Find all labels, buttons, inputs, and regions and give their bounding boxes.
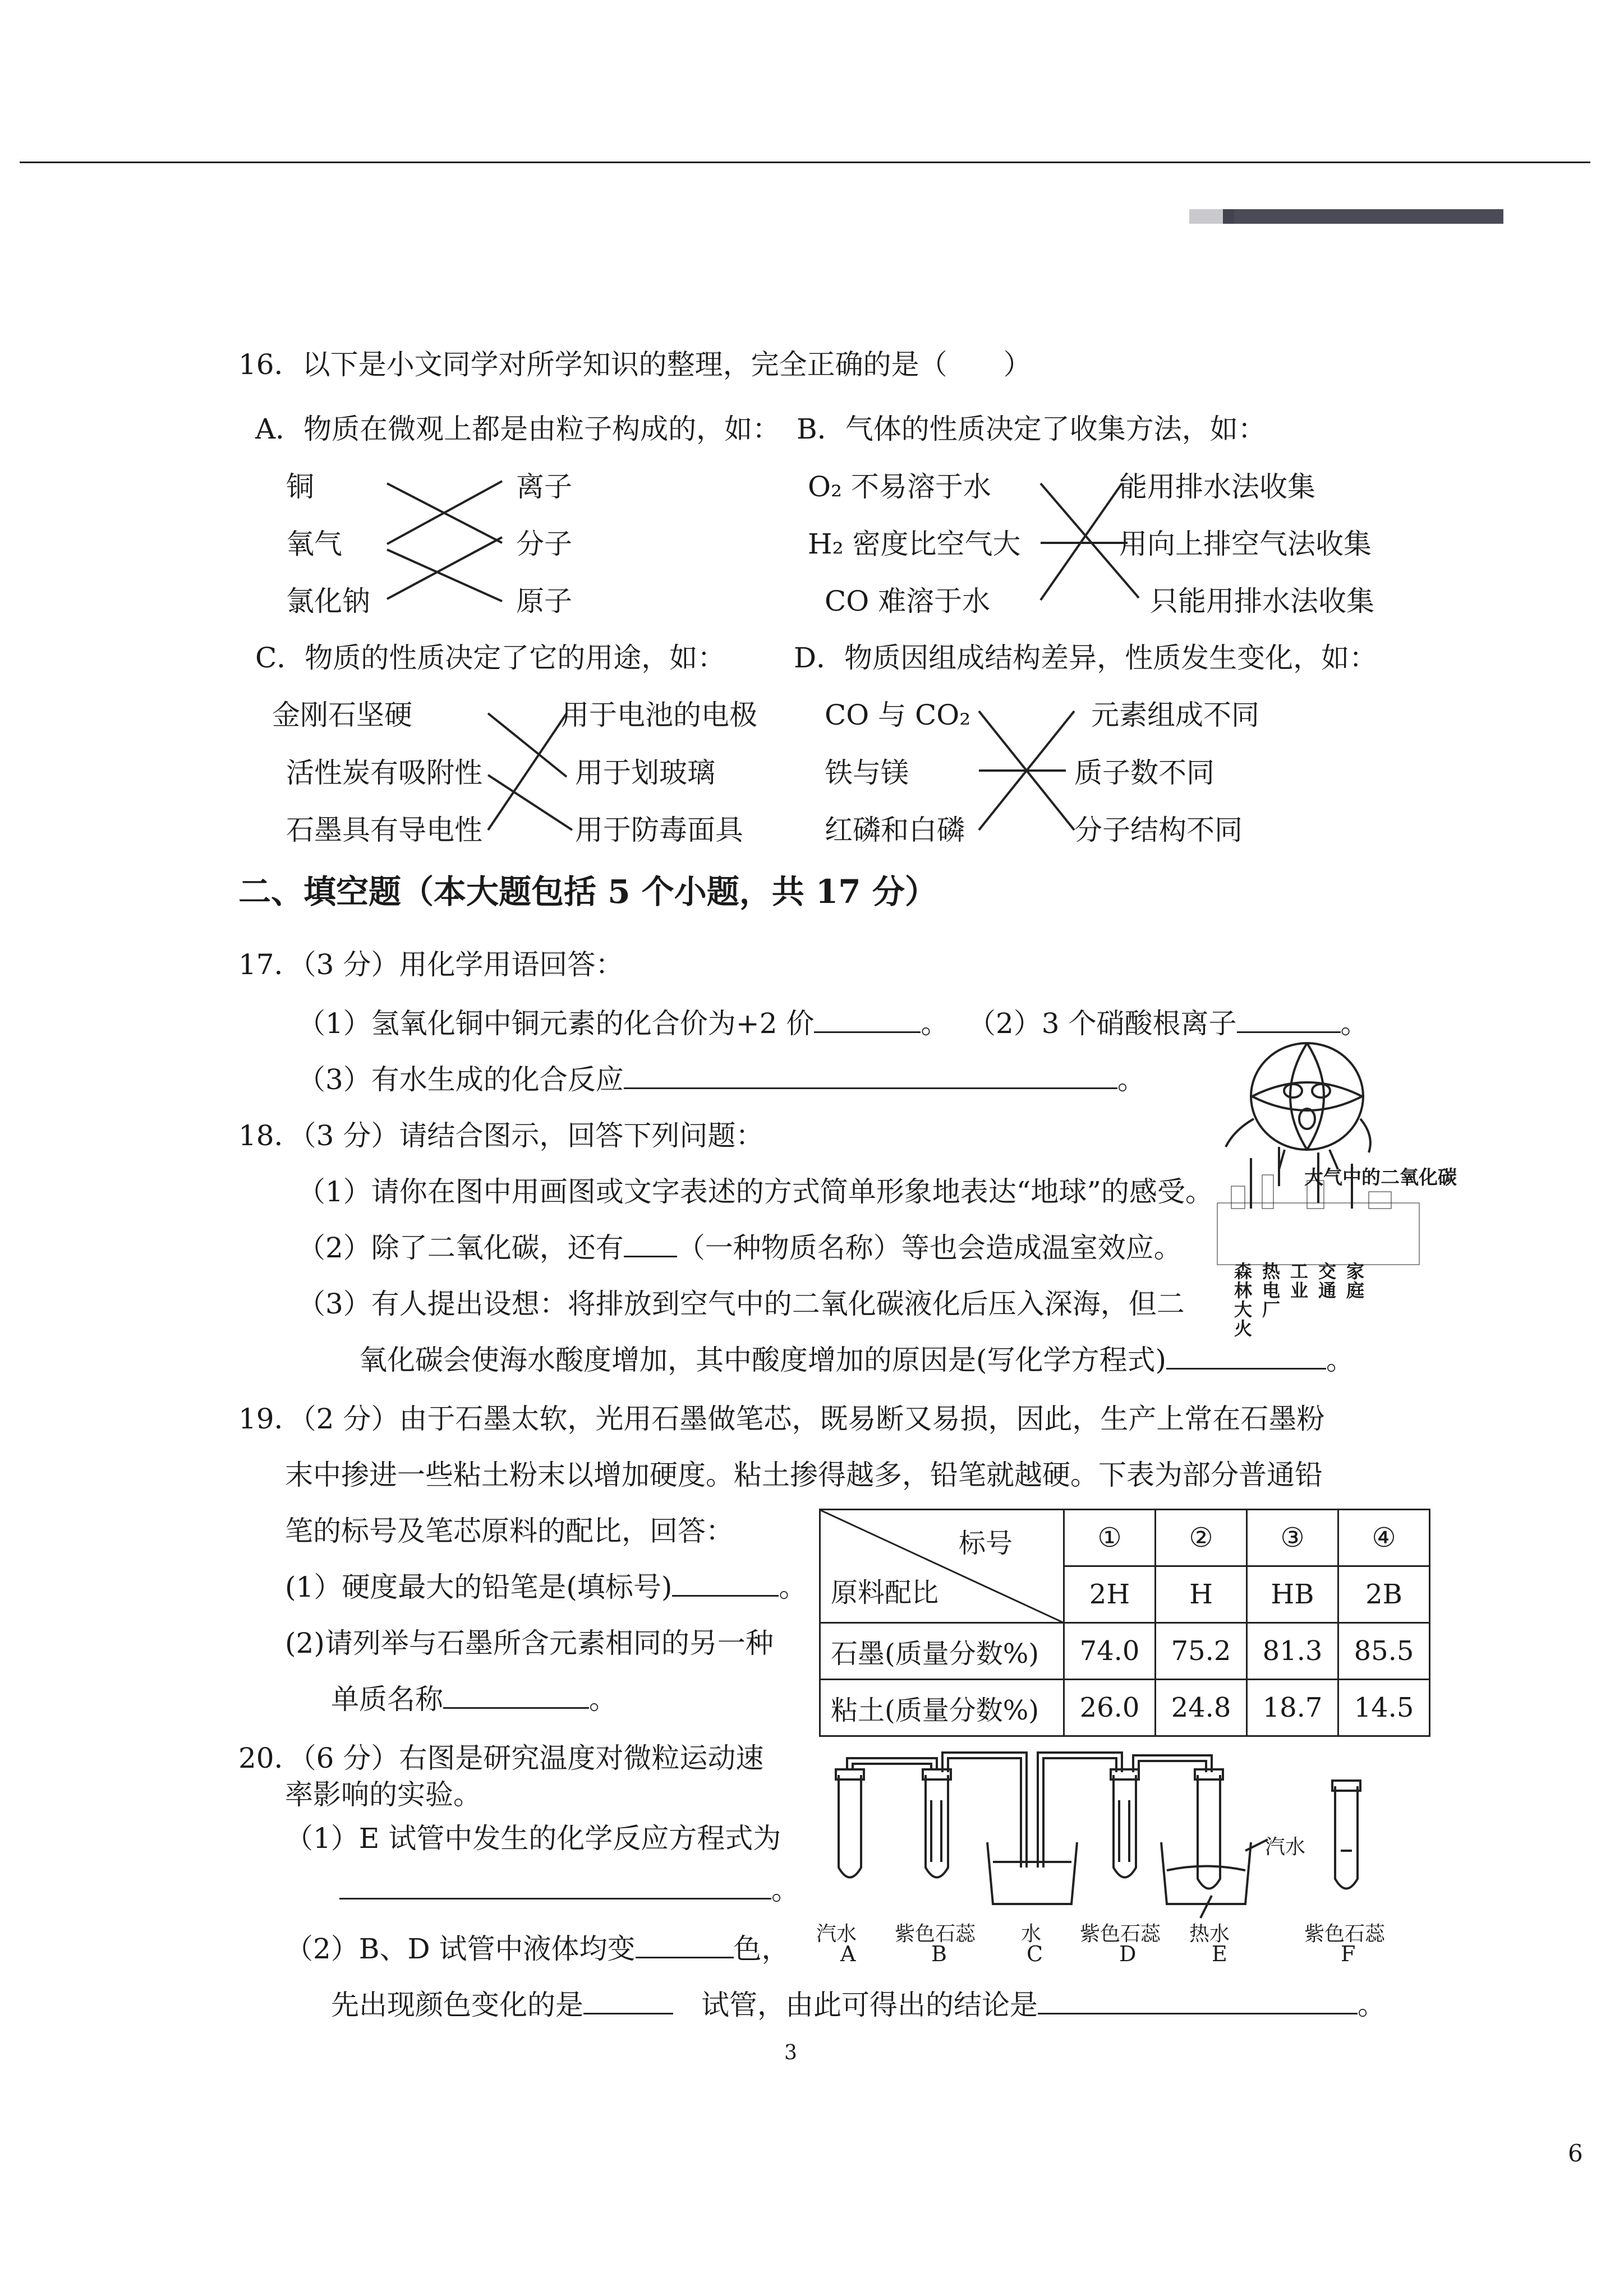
page-number: 3 [784, 2041, 797, 2064]
fig-tube-c-letter: C [1027, 1942, 1043, 1966]
fig-tube-c-name: 水 [1021, 1922, 1042, 1945]
fig-label-forest-fire: 森林大火 [1234, 1261, 1253, 1339]
fig-steam-label: 汽水 [1265, 1836, 1306, 1859]
q16-c-left: 石墨具有导电性 [286, 814, 482, 846]
q17-answer-2-blank[interactable] [1237, 1007, 1341, 1033]
q19-part-1-end: 。 [779, 1571, 807, 1603]
table-cell: 14.5 [1338, 1680, 1430, 1736]
q16-a-right: 离子 [516, 471, 572, 503]
q16-option-d-title: D．物质因组成结构差异，性质发生变化，如： [794, 642, 1378, 674]
q16-a-left: 氯化钠 [286, 585, 370, 617]
table-cell: 26.0 [1064, 1680, 1156, 1736]
table-mark: ④ [1338, 1510, 1430, 1566]
q17-stem: 17．（3 分）用化学用语回答： [238, 948, 624, 981]
q17-answer-3-blank[interactable] [624, 1063, 1117, 1089]
fig-label-traffic: 交通 [1318, 1261, 1337, 1301]
q20-part-1-end: 。 [771, 1874, 799, 1906]
q16-c-right: 用于电池的电极 [561, 699, 757, 731]
corner-bottom-label: 原料配比 [831, 1577, 939, 1608]
q20-part-2 [285, 1932, 790, 1966]
table-grade: HB [1247, 1566, 1338, 1623]
q19-answer-2-blank[interactable] [443, 1682, 589, 1709]
q20-part-2-text-b: 色， [733, 1933, 790, 1965]
q20-part-3-text-a: 先出现颜色变化的是 [331, 1989, 583, 2021]
q16-d-left: 铁与镁 [825, 757, 909, 789]
q18-answer-2-blank[interactable] [624, 1231, 677, 1257]
corner-top-label: 标号 [958, 1528, 1013, 1559]
q20-part-3-text-b: 试管，由此可得出的结论是 [701, 1989, 1038, 2021]
q20-part-2-text-a: （2）B、D 试管中液体均变 [285, 1933, 636, 1965]
q16-b-right: 能用排水法收集 [1119, 471, 1315, 503]
table-row-clay [820, 1680, 1430, 1736]
q16-c-left: 活性炭有吸附性 [286, 757, 482, 789]
q16-d-left: 红磷和白磷 [825, 814, 965, 846]
q16-stem: 16．以下是小文同学对所学知识的整理，完全正确的是（ ） [238, 348, 1032, 381]
q17-part-1-end: 。 [921, 1007, 949, 1040]
q19-answer-1-blank[interactable] [672, 1570, 779, 1597]
q20-stem-2: 率影响的实验。 [285, 1778, 481, 1811]
fig-tube-b-letter: B [931, 1942, 947, 1966]
table-corner-cell [820, 1510, 1064, 1623]
q19-part-1-text: (1）硬度最大的铅笔是(填标号) [285, 1571, 673, 1603]
q20-answer-1-blank[interactable] [339, 1873, 771, 1899]
q17-part-1-text: （1）氢氧化铜中铜元素的化合价为+2 价 [297, 1007, 815, 1040]
q17-part-2-end: 。 [1340, 1007, 1369, 1040]
table-row-graphite [820, 1623, 1430, 1680]
table-cell: 75.2 [1156, 1623, 1247, 1680]
q19-part-1 [285, 1570, 807, 1604]
q20-part-1: （1）E 试管中发生的化学反应方程式为 [285, 1822, 781, 1855]
q20-answer-3-blank[interactable] [583, 1988, 673, 2014]
table-cell: 81.3 [1247, 1623, 1338, 1680]
q16-b-left: H₂ 密度比空气大 [808, 528, 1021, 560]
q19-part-2-end: 。 [589, 1683, 617, 1716]
q16-c-left: 金刚石坚硬 [272, 699, 412, 731]
q20-part-3-end: 。 [1358, 1989, 1386, 2021]
q16-d-right: 质子数不同 [1074, 757, 1214, 789]
fig-tube-f-letter: F [1341, 1942, 1356, 1966]
q19-stem-2: 末中掺进一些粘土粉末以增加硬度。粘土掺得越多，铅笔就越硬。下表为部分普通铅 [285, 1459, 1323, 1491]
q16-matching-lines [0, 0, 1624, 875]
test-tube-apparatus [808, 1750, 1402, 1940]
fig-tube-e-letter: E [1212, 1942, 1227, 1966]
table-cell: 74.0 [1064, 1623, 1156, 1680]
q18-stem: 18．（3 分）请结合图示，回答下列问题： [238, 1119, 764, 1152]
q16-option-a-title: A．物质在微观上都是由粒子构成的，如： [255, 413, 781, 445]
fig-tube-d-name: 紫色石蕊 [1080, 1922, 1161, 1945]
q16-d-right: 分子结构不同 [1074, 814, 1243, 846]
q18-part-2-text-a: （2）除了二氧化碳，还有 [297, 1232, 624, 1264]
fig-label-home: 家庭 [1346, 1261, 1365, 1301]
table-grade: 2H [1064, 1566, 1156, 1623]
q19-part-2-text-b: 单质名称 [331, 1683, 443, 1716]
fig-tube-d-letter: D [1119, 1942, 1137, 1966]
fig-tube-a-name: 汽水 [816, 1922, 857, 1945]
q16-c-right: 用于划玻璃 [575, 757, 715, 789]
q18-part-3: （3）有人提出设想：将排放到空气中的二氧化碳液化后压入深海，但二 [297, 1288, 1185, 1320]
q16-b-left: O₂ 不易溶于水 [808, 471, 991, 503]
q16-d-right: 元素组成不同 [1091, 699, 1259, 731]
q16-b-left: CO 难溶于水 [825, 585, 991, 617]
fig-label-industry: 工业 [1290, 1261, 1309, 1301]
table-mark: ① [1064, 1510, 1156, 1566]
table-grade: H [1156, 1566, 1247, 1623]
q19-part-2-cont [331, 1682, 617, 1716]
q17-part-2-text: （2）3 个硝酸根离子 [968, 1007, 1237, 1040]
q17-part-3-end: 。 [1117, 1063, 1145, 1096]
q20-answer-4-blank[interactable] [1038, 1988, 1358, 2014]
table-cell: 24.8 [1156, 1680, 1247, 1736]
q18-part-3-text-b: 氧化碳会使海水酸度增加，其中酸度增加的原因是(写化学方程式) [359, 1344, 1167, 1376]
table-mark: ③ [1247, 1510, 1338, 1566]
q20-stem-1: 20．（6 分）右图是研究温度对微粒运动速 [238, 1742, 764, 1774]
table-cell: 18.7 [1247, 1680, 1338, 1736]
q16-a-right: 原子 [516, 585, 572, 617]
greenhouse-caption: 大气中的二氧化碳 [1304, 1167, 1457, 1189]
table-mark: ② [1156, 1510, 1247, 1566]
table-row-label: 粘土(质量分数%) [820, 1680, 1064, 1736]
fig-tube-a-letter: A [840, 1942, 856, 1966]
q17-part-3 [297, 1063, 1145, 1096]
q20-part-1-answer [339, 1873, 799, 1907]
q18-part-2-text-b: （一种物质名称）等也会造成温室效应。 [677, 1232, 1182, 1264]
fig-tube-b-name: 紫色石蕊 [895, 1922, 976, 1945]
q16-b-right: 用向上排空气法收集 [1119, 528, 1372, 560]
q19-stem-3: 笔的标号及笔芯原料的配比，回答： [285, 1515, 734, 1547]
table-cell: 85.5 [1338, 1623, 1430, 1680]
q17-part-1 [297, 1007, 949, 1040]
section-2-title: 二、填空题（本大题包括 5 个小题，共 17 分） [238, 873, 937, 911]
q16-b-right: 只能用排水法收集 [1150, 585, 1374, 617]
q17-part-3-text: （3）有水生成的化合反应 [297, 1063, 624, 1096]
fig-tube-e-name: 热水 [1189, 1922, 1230, 1945]
q18-part-2 [297, 1231, 1182, 1265]
pencil-ratio-table [819, 1509, 1430, 1737]
q16-a-left: 氧气 [286, 528, 342, 560]
table-row-label: 石墨(质量分数%) [820, 1623, 1064, 1680]
q18-part-3-end: 。 [1326, 1344, 1355, 1376]
q19-stem-1: 19．（2 分）由于石墨太软，光用石墨做笔芯，既易断又易损，因此，生产上常在石墨粉 [238, 1403, 1325, 1435]
q16-c-right: 用于防毒面具 [575, 814, 743, 846]
q19-part-2: (2)请列举与石墨所含元素相同的另一种 [285, 1627, 774, 1659]
page-index: 6 [1568, 2140, 1583, 2167]
q16-option-c-title: C．物质的性质决定了它的用途，如： [255, 642, 726, 674]
q16-option-b-title: B．气体的性质决定了收集方法，如： [797, 413, 1266, 445]
table-grade: 2B [1338, 1566, 1430, 1623]
q20-part-3 [331, 1988, 1386, 2022]
fig-tube-f-name: 紫色石蕊 [1304, 1922, 1386, 1945]
q16-a-left: 铜 [286, 471, 314, 503]
q16-d-left: CO 与 CO₂ [825, 699, 971, 731]
q20-answer-2-blank[interactable] [636, 1932, 734, 1958]
q17-answer-1-blank[interactable] [814, 1007, 921, 1033]
q18-part-1: （1）请你在图中用画图或文字表述的方式简单形象地表达“地球”的感受。 [297, 1175, 1213, 1208]
fig-label-power-plant: 热电厂 [1262, 1261, 1281, 1320]
q16-a-right: 分子 [516, 528, 572, 560]
